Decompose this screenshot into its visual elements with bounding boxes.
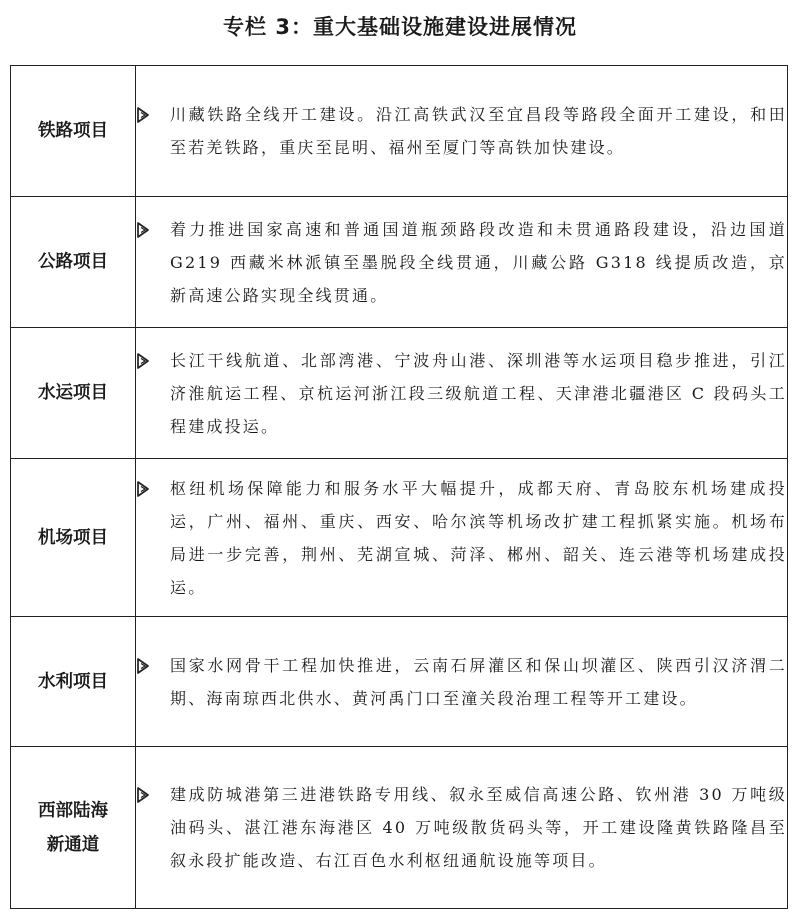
row-label-cell bbox=[11, 328, 136, 459]
row-text: 川藏铁路全线开工建设。沿江高铁武汉至宜昌段等路段全面开工建设，和田至若羌铁路，重庆至昆明、福州至厦门等高铁加快建设。 bbox=[170, 105, 787, 157]
row-content-cell bbox=[136, 328, 788, 459]
infrastructure-table bbox=[10, 65, 788, 909]
table-row bbox=[11, 328, 788, 459]
row-text: 长江干线航道、北部湾港、宁波舟山港、深圳港等水运项目稳步推进，引江济淮航运工程、京杭运河浙江段三级航道工程、天津港北疆港区 C 段码头工程建成投运。 bbox=[170, 350, 787, 436]
row-label-cell bbox=[11, 459, 136, 617]
row-label: 水运项目 bbox=[38, 383, 108, 403]
table-row bbox=[11, 459, 788, 617]
arrow-bullet-icon bbox=[136, 778, 158, 812]
table-row bbox=[11, 66, 788, 197]
row-content-cell bbox=[136, 197, 788, 328]
row-label: 水利项目 bbox=[38, 671, 108, 692]
row-label: 机场项目 bbox=[38, 527, 108, 548]
row-label-cell bbox=[11, 617, 136, 747]
arrow-bullet-icon bbox=[136, 344, 158, 378]
row-text: 枢纽机场保障能力和服务水平大幅提升，成都天府、青岛胶东机场建成投运，广州、福州、重庆、西安、哈尔滨等机场改扩建工程抓紧实施。机场布局进一步完善，荆州、芜湖宣城、菏泽、郴州、韶关、连云港等机场建成投运。 bbox=[170, 478, 787, 597]
row-label-line1: 西部陆海 bbox=[38, 800, 108, 821]
row-label: 铁路项目 bbox=[38, 121, 108, 141]
row-content-cell bbox=[136, 747, 788, 909]
panel-title: 专栏 3：重大基础设施建设进展情况 bbox=[223, 15, 577, 39]
arrow-bullet-icon bbox=[136, 98, 158, 132]
row-label-line2: 新通道 bbox=[46, 834, 100, 855]
row-content-cell bbox=[136, 66, 788, 197]
arrow-bullet-icon bbox=[136, 472, 158, 506]
table-row bbox=[11, 747, 788, 909]
row-text: 建成防城港第三进港铁路专用线、叙永至威信高速公路、钦州港 30 万吨级油码头、湛江港东海港区 40 万吨级散货码头等，开工建设隆黄铁路隆昌至叙永段扩能改造、右江百色水利枢纽通航设施等项目。 bbox=[170, 785, 787, 870]
row-text: 国家水网骨干工程加快推进，云南石屏灌区和保山坝灌区、陕西引汉济渭二期、海南琼西北供水、黄河禹门口至潼关段治理工程等开工建设。 bbox=[170, 655, 787, 708]
arrow-bullet-icon bbox=[136, 213, 158, 247]
row-label-cell bbox=[11, 197, 136, 328]
arrow-bullet-icon bbox=[136, 649, 158, 683]
row-content-cell bbox=[136, 617, 788, 747]
row-label-cell bbox=[11, 747, 136, 909]
table-row bbox=[11, 197, 788, 328]
row-label-cell bbox=[11, 66, 136, 197]
row-label: 公路项目 bbox=[38, 252, 108, 272]
row-text: 着力推进国家高速和普通国道瓶颈路段改造和未贯通路段建设，沿边国道 G219 西藏米林派镇至墨脱段全线贯通，川藏公路 G318 线提质改造，京新高速公路实现全线贯通。 bbox=[170, 219, 787, 305]
row-content-cell bbox=[136, 459, 788, 617]
table-row bbox=[11, 617, 788, 747]
